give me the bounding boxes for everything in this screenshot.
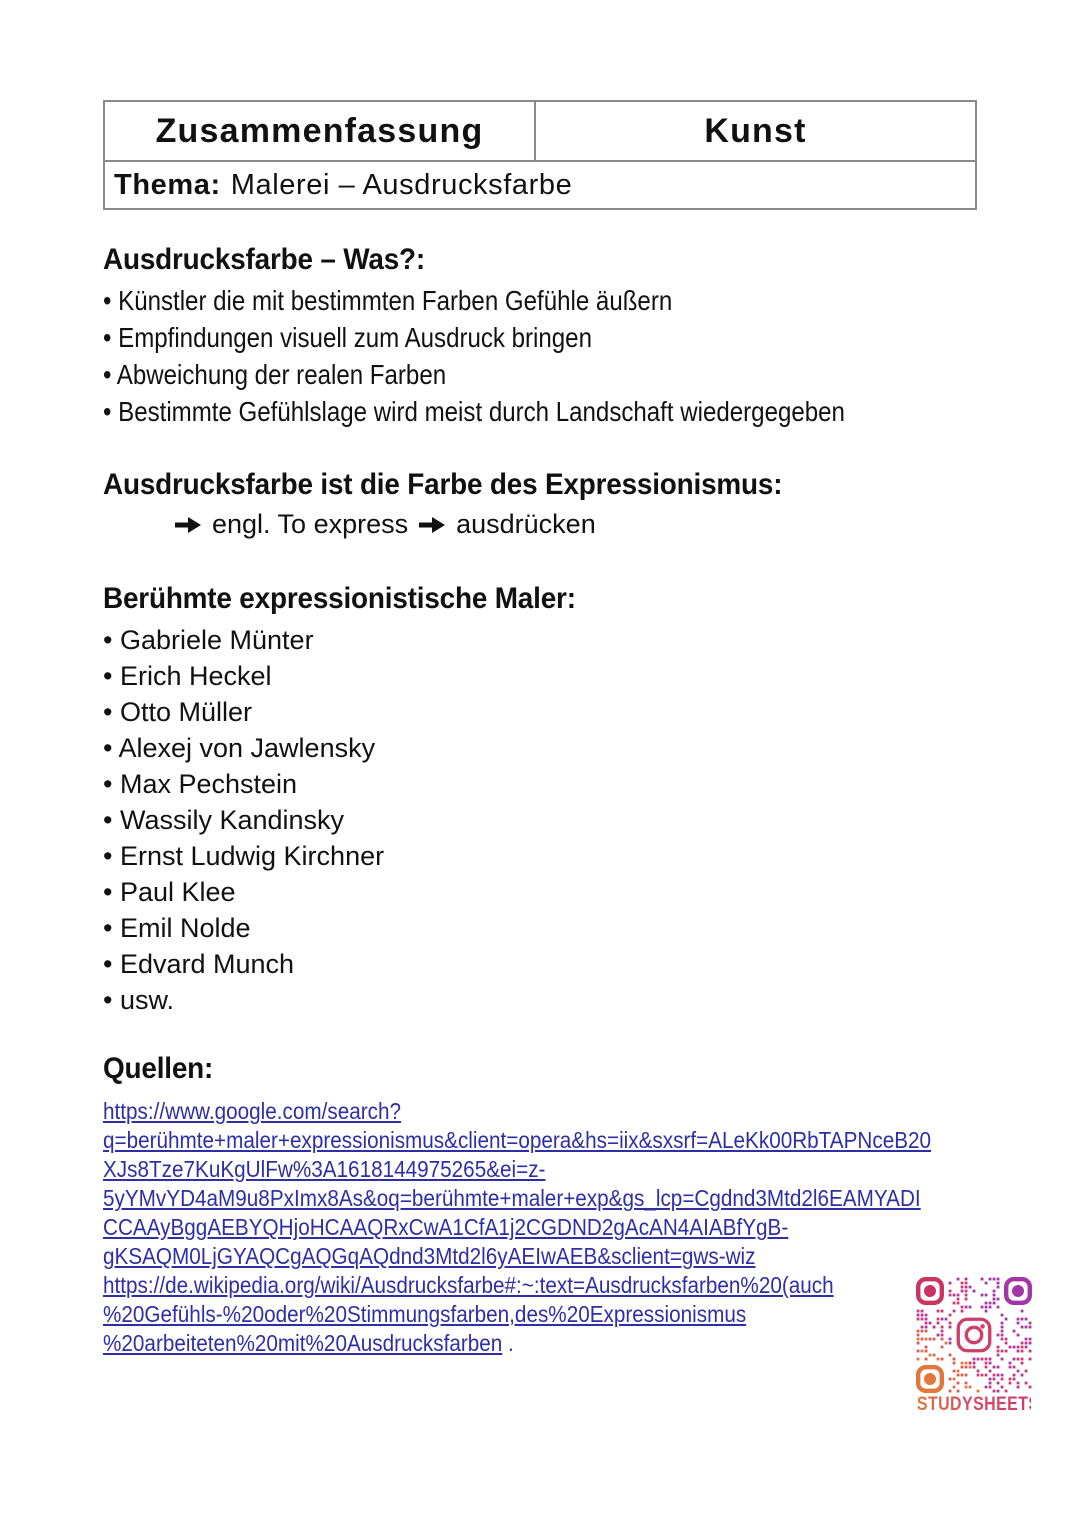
list-item: • Bestimmte Gefühlslage wird meist durch Landschaft wiedergegeben [103,393,845,430]
section-heading-maler: Berühmte expressionistische Maler: [103,582,576,615]
list-item: • Emil Nolde [103,910,384,946]
doc-type-title: Zusammenfassung [155,111,484,150]
arrow-note-line [175,509,596,540]
list-item: • Paul Klee [103,874,384,910]
link-line: 5yYMvYD4aM9u8PxImx8As&oq=berühmte+maler+exp&gs_lcp=Cgdnd3Mtd2l6EAMYADI [103,1185,921,1211]
sources-list [103,1097,1023,1358]
arrow-text-german: ausdrücken [456,509,596,539]
source-link-wikipedia[interactable] [103,1271,1023,1358]
subject-title: Kunst [704,111,807,150]
link-line: XJs8Tze7KuKgUlFw%3A1618144975265&ei=z- [103,1156,546,1182]
link-line: %20Gefühls-%20oder%20Stimmungsfarben,des%20Expressionismus [103,1301,747,1327]
arrow-text-english: engl. To express [212,509,409,539]
link-line [103,1329,931,1358]
thema-label: Thema: [114,168,221,201]
was-bullet-list [103,282,845,430]
list-item: • Alexej von Jawlensky [103,730,384,766]
brand-text: STUDYSHEETS.PC [916,1394,1068,1415]
table-cell-subject [536,102,975,160]
link-line: CCAAyBggAEBYQHjoHCAAQRxCwA1CfA1j2CGDND2gAcAN4AIABfYgB- [103,1214,789,1240]
list-item: • Künstler die mit bestimmten Farben Gefühle äußern [103,282,845,319]
sentence-period: . [508,1330,514,1356]
link-line: https://de.wikipedia.org/wiki/Ausdrucksfarbe#:~:text=Ausdrucksfarben%20(auch [103,1272,834,1298]
link-line: q=berühmte+maler+expressionismus&client=opera&hs=iix&sxsrf=ALeKk00RbTAPNceB20 [103,1127,932,1153]
instagram-icon [953,1314,995,1356]
section-heading-was: Ausdrucksfarbe – Was?: [103,243,426,276]
list-item: • Empfindungen visuell zum Ausdruck bringen [103,319,845,356]
header-table-row-titles [105,102,975,162]
list-item: • Otto Müller [103,694,384,730]
list-item: • Wassily Kandinsky [103,802,384,838]
list-item: • Abweichung der realen Farben [103,356,845,393]
list-item: • Max Pechstein [103,766,384,802]
section-heading-expressionismus: Ausdrucksfarbe ist die Farbe des Expressionismus: [103,468,783,501]
section-heading-quellen: Quellen: [103,1052,214,1085]
thema-value: Malerei – Ausdrucksfarbe [230,168,573,201]
table-cell-doc-type [105,102,536,160]
right-arrow-icon [419,516,445,534]
list-item: • Gabriele Münter [103,622,384,658]
list-item: • Ernst Ludwig Kirchner [103,838,384,874]
list-item: • Edvard Munch [103,946,384,982]
link-line-text: %20arbeiteten%20mit%20Ausdrucksfarben [103,1330,503,1356]
link-line: https://www.google.com/search? [103,1098,401,1124]
link-line: gKSAQM0LjGYAQCgAQGqAQdnd3Mtd2l6yAEIwAEB&sclient=gws-wiz [103,1243,756,1269]
right-arrow-icon [175,516,201,534]
table-cell-thema [105,162,975,208]
source-link-google[interactable] [103,1097,1023,1271]
header-table [103,100,977,210]
list-item: • Erich Heckel [103,658,384,694]
list-item: • usw. [103,982,384,1018]
painter-list [103,622,384,1018]
